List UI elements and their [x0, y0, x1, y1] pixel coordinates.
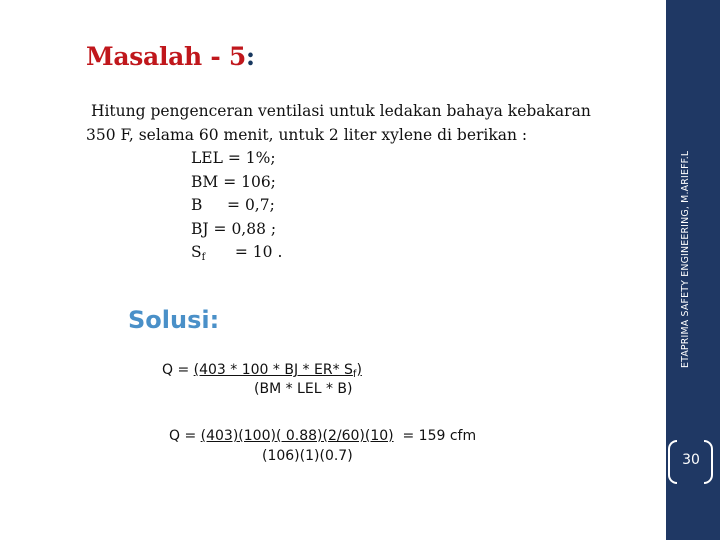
slide-title: [86, 42, 255, 71]
title-colon: :: [245, 42, 255, 71]
problem-line-1-text: Hitung pengenceran ventilasi untuk ledakan bahaya kebakaran: [90, 102, 591, 120]
formula-2-result: = 159 cfm: [393, 428, 477, 444]
formula-computed-denominator: (106)(1)(0.7): [262, 448, 353, 464]
formula-computed-numerator: [169, 428, 476, 444]
sf-value: = 10 .: [205, 243, 283, 261]
given-b: B = 0,7;: [191, 196, 275, 214]
given-bm: BM = 106;: [191, 172, 276, 191]
formula-2-prefix: Q =: [169, 428, 201, 444]
formula-1-numerator-text: (403 * 100 * BJ * ER* S: [193, 362, 353, 378]
formula-general-numerator: [162, 362, 362, 380]
sf-subscript: f: [201, 252, 206, 263]
sidebar-vertical-text: ETAPRIMA SAFETY ENGINEERING, M.ARIEFF.L: [680, 150, 691, 368]
formula-1-numerator: [194, 362, 362, 378]
solution-heading: Solusi:: [128, 306, 220, 334]
given-bj: BJ = 0,88 ;: [191, 219, 277, 238]
title-number: 5: [228, 42, 246, 71]
given-lel: LEL = 1%;: [191, 149, 276, 167]
problem-line-1: [86, 100, 656, 124]
given-sf: [86, 241, 656, 270]
formula-1-subscript: f: [352, 369, 357, 380]
problem-statement: [86, 100, 656, 270]
title-text: Masalah -: [86, 42, 229, 71]
problem-line-2: 350 F, selama 60 menit, untuk 2 liter xylene di berikan :: [86, 125, 528, 144]
formula-2-numerator: (403)(100)( 0.88)(2/60)(10): [200, 428, 394, 444]
page-number: 30: [682, 452, 700, 468]
formula-1-prefix: Q =: [162, 362, 194, 378]
formula-1-numerator-end: ): [356, 362, 362, 378]
sf-symbol: S: [191, 243, 202, 261]
formula-general-denominator: (BM * LEL * B): [254, 381, 353, 397]
